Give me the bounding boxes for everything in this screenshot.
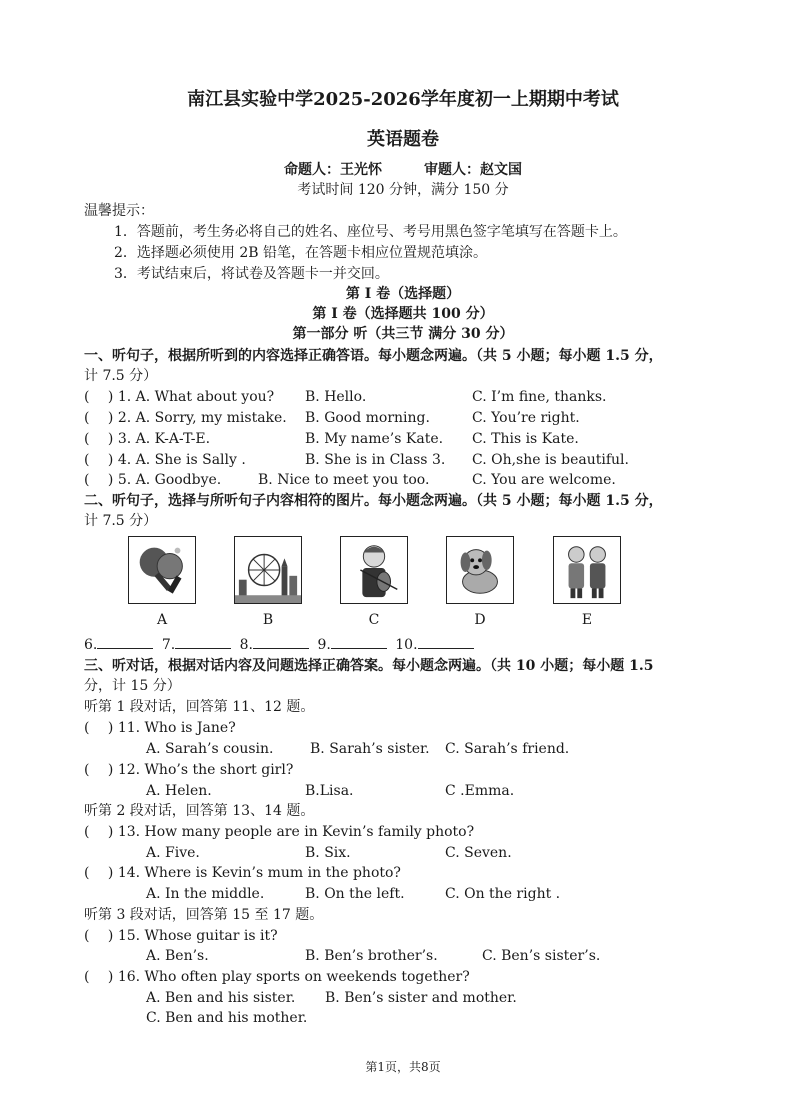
option-a: A. In the middle. — [146, 886, 265, 902]
answer-blanks-row — [84, 634, 478, 655]
option-b: B.Lisa. — [305, 783, 354, 799]
option-b: B. She is in Class 3. — [305, 452, 446, 468]
option-c: C. On the right . — [445, 886, 561, 902]
option-c: C. You are welcome. — [472, 472, 616, 488]
option-c: C .Emma. — [445, 783, 515, 799]
option-a: A. Ben’s. — [146, 948, 209, 964]
volume-title-score: 第 I 卷（选择题共 100 分） — [312, 306, 494, 322]
page-footer: 第1页，共8页 — [365, 1060, 441, 1074]
tips-heading: 温馨提示： — [84, 203, 154, 219]
option-b: B. Sarah’s sister. — [310, 741, 430, 757]
option-c: C. Sarah’s friend. — [445, 741, 570, 757]
section1-heading-cont: 计 7.5 分） — [84, 368, 158, 384]
option-b: B. Nice to meet you too. — [258, 472, 430, 488]
question-stem: ( ) 12. Who’s the short girl? — [84, 762, 294, 778]
option-b: B. Ben’s brother’s. — [305, 948, 438, 964]
section1-heading: 一、听句子，根据所听到的内容选择正确答语。每小题念两遍。（共 5 小题；每小题 1.5 分， — [84, 348, 663, 364]
exam-info: 考试时间 120 分钟，满分 150 分 — [297, 182, 509, 198]
option-b: B. Hello. — [305, 389, 367, 405]
blank-number: 8. — [239, 637, 253, 653]
dialogue-intro: 听第 2 段对话，回答第 13、14 题。 — [84, 803, 315, 819]
option-b: B. Ben’s sister and mother. — [325, 990, 517, 1006]
volume-title: 第 I 卷（选择题） — [345, 286, 461, 302]
exam-authors: 命题人：王光怀 审题人：赵文国 — [284, 162, 522, 178]
puppy-icon — [446, 536, 514, 604]
question-stem: ( ) 2. A. Sorry, my mistake. — [84, 410, 287, 426]
blank-number: 6. — [84, 637, 98, 653]
section3-heading: 三、听对话，根据对话内容及问题选择正确答案。每小题念两遍。（共 10 小题；每小题 1.5 — [84, 658, 654, 674]
dialogue-intro: 听第 3 段对话，回答第 15 至 17 题。 — [84, 907, 324, 923]
tip-item: 2．选择题必须使用 2B 铅笔，在答题卡相应位置规范填涂。 — [114, 245, 488, 261]
option-b: B. Six. — [305, 845, 351, 861]
question-stem: ( ) 11. Who is Jane? — [84, 720, 236, 736]
option-c: C. I’m fine, thanks. — [472, 389, 607, 405]
exam-title: 南江县实验中学2025-2026学年度初一上期期中考试 — [187, 89, 619, 110]
question-stem: ( ) 4. A. She is Sally . — [84, 452, 246, 468]
picture-label: B — [262, 612, 274, 628]
question-stem: ( ) 14. Where is Kevin’s mum in the photo? — [84, 865, 401, 881]
option-a: A. Five. — [146, 845, 200, 861]
exam-subtitle: 英语题卷 — [367, 129, 439, 150]
question-stem: ( ) 13. How many people are in Kevin’s family photo? — [84, 824, 475, 840]
option-a: A. Helen. — [146, 783, 212, 799]
blank-number: 10. — [395, 637, 418, 653]
answer-blank[interactable] — [175, 634, 231, 649]
option-c: C. Ben’s sister’s. — [482, 948, 601, 964]
picture-label: E — [581, 612, 593, 628]
option-b: B. My name’s Kate. — [305, 431, 444, 447]
question-stem: ( ) 3. A. K-A-T-E. — [84, 431, 211, 447]
answer-blank[interactable] — [331, 634, 387, 649]
question-stem: ( ) 15. Whose guitar is it? — [84, 928, 278, 944]
blank-number: 9. — [317, 637, 331, 653]
picture-label: C — [368, 612, 380, 628]
question-stem: ( ) 1. A. What about you? — [84, 389, 275, 405]
section2-heading-cont: 计 7.5 分） — [84, 513, 158, 529]
picture-label: D — [474, 612, 486, 628]
ferris-wheel-city-icon — [234, 536, 302, 604]
option-c: C. Oh,she is beautiful. — [472, 452, 629, 468]
dialogue-intro: 听第 1 段对话，回答第 11、12 题。 — [84, 699, 315, 715]
answer-blank[interactable] — [418, 634, 474, 649]
option-c: C. You’re right. — [472, 410, 580, 426]
boy-violin-icon — [340, 536, 408, 604]
tip-item: 1．答题前，考生务必将自己的姓名、座位号、考号用黑色签字笔填写在答题卡上。 — [114, 224, 627, 240]
picture-label: A — [156, 612, 168, 628]
tip-item: 3．考试结束后，将试卷及答题卡一并交回。 — [114, 266, 389, 282]
option-c: C. This is Kate. — [472, 431, 579, 447]
answer-blank[interactable] — [253, 634, 309, 649]
question-stem: ( ) 16. Who often play sports on weekends together? — [84, 969, 470, 985]
section3-heading-cont: 分，计 15 分） — [84, 678, 181, 694]
section2-heading: 二、听句子，选择与所听句子内容相符的图片。每小题念两遍。（共 5 小题；每小题 1.5 分， — [84, 493, 663, 509]
elderly-couple-icon — [553, 536, 621, 604]
option-c: C. Ben and his mother. — [146, 1010, 308, 1026]
option-a: A. Ben and his sister. — [146, 990, 296, 1006]
answer-blank[interactable] — [97, 634, 153, 649]
question-stem: ( ) 5. A. Goodbye. — [84, 472, 222, 488]
blank-number: 7. — [161, 637, 176, 653]
ping-pong-paddles-icon — [128, 536, 196, 604]
option-b: B. On the left. — [305, 886, 405, 902]
part-one-title: 第一部分 听（共三节 满分 30 分） — [292, 326, 514, 342]
option-b: B. Good morning. — [305, 410, 430, 426]
option-a: A. Sarah’s cousin. — [146, 741, 274, 757]
option-c: C. Seven. — [445, 845, 512, 861]
